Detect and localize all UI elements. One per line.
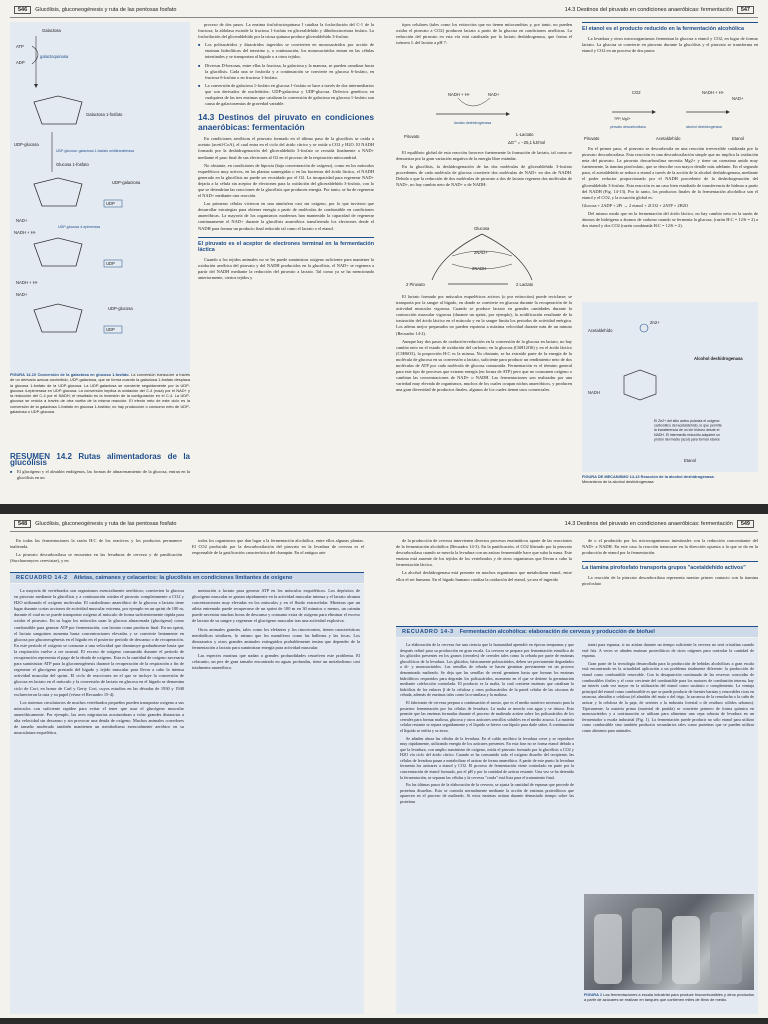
label-gal1p: Galactosa 1-fosfato bbox=[86, 112, 123, 117]
zn-mechanism-note: El Zn2+ del sitio activo polariza el oxígeno carbonílico del acetaldehído, lo que permite la transferencia de un ión hidruro desde el NADH. El intermedio reducido adquiere un protón del medio (azul) para formar etanol. bbox=[654, 419, 722, 442]
label-acetaldehyde: Acetaldehído bbox=[588, 328, 613, 333]
figure-14-13-caption bbox=[582, 474, 758, 485]
caption-extra: Mecanismo de la alcohol deshidrogenasa bbox=[582, 479, 654, 485]
caption-text: La conversión transcurre a través de un derivado azúcar-nucleótido, UDP-galactosa, que se forma cuando la galactosa 1-fosfato desplaza la glucosa 1-fosfato de la UDP-glucosa. La UDP-galactosa se convierte seguidamente por la UDP-glucosa 4-epimerasa en UDP-glucosa. La conversión implica la oxidación del C-4 (rosa) por el NAD+ y la reducción del C-4 por el NADH; el resultado es la inversión de la configuración en el C-4. La UDP-glucosa se recicla a través de otra vuelta de la misma reacción. El efecto neto de este ciclo es la conversión de la galactosa 1-fosfato en glucosa 1-fosfato; no hay producción o consumo neto de UDP-galactosa o UDP-glucosa. bbox=[10, 372, 190, 415]
equation-right: 2 etanol + 2CO2 + 2ATP + 2H2O bbox=[629, 202, 689, 208]
column-2-text bbox=[198, 22, 374, 283]
label-udp-glucose: UDP-glucosa bbox=[14, 142, 39, 147]
paragraph: todos los organismos que dan lugar a la fermentación alcohólica, entre ellos algunas plantas. El CO2 producido por la descarboxilación del piruvato en la levadura de cerveza es el responsable de la gasificación característica del champán. En el antiguo arte bbox=[192, 538, 364, 556]
paragraph: de la producción de cerveza intervienen diversos procesos enzimáticos aparte de las reacciones de la fermentación alcohólica (Recuadro 14-3). En la panificación, el CO2 liberado por la piruvato descarboxilasa cuando se mezcla la levadura con un azúcar fermentable hace que suba la masa. Este enzima está ausente de los tejidos de los vertebrados y de otros organismos que llevan a cabo la fermentación láctica. bbox=[396, 538, 572, 568]
running-head-title: 14.3 Destinos del piruvato en condiciones anaeróbicas: fermentación bbox=[564, 7, 733, 13]
header-rule bbox=[10, 17, 758, 18]
arrowhead bbox=[652, 110, 656, 114]
label-nadh-h: NADH + H+ bbox=[702, 90, 725, 95]
label-nad-plus: NAD+ bbox=[488, 92, 500, 97]
right-running-header bbox=[565, 6, 758, 14]
left-running-header bbox=[10, 6, 176, 14]
label-udp-galactose: UDP-galactosa bbox=[112, 180, 141, 185]
page-number: 549 bbox=[737, 520, 754, 528]
column-3-text-b bbox=[396, 150, 572, 191]
paragraph: Otros animales grandes, tales como los elefantes y los rinocerontes, tienen características metabólicas similares, lo mismo que los mamíferos como las ballenas y las focas. Los dinosaurios y otros grandes animales extinguidos probablemente tenían que depender de la fermentación a lactato para suministrar energía para actividad muscular. bbox=[192, 626, 360, 650]
resumen-bullet: ■ El glucógeno y el almidón endógenos, las formas de almacenamiento de la glucosa, entran en la glucólisis en un bbox=[10, 469, 190, 481]
figure-14-10-caption bbox=[10, 372, 190, 414]
tank-shapes bbox=[584, 894, 754, 990]
box-14-2-column-1 bbox=[14, 588, 184, 738]
page-number: 546 bbox=[14, 6, 31, 14]
arrowhead bbox=[34, 84, 38, 88]
paragraph: El fabricante de cerveza prepara a continuación el mosto, que es el medio nutritivo necesario para la posterior fermentación por las células de levadura. La malta se mezcla con agua y se tritura. Esto permite que las enzimas formadas durante el proceso de malteado actúen sobre los polisacáridos de los cereales para formar maltosa, glucosa y otros azúcares sencillos solubles en el medio acuoso. La materia celular restante se separa seguidamente y el líquido se hierve con lúpulo para darle sabor. A continuación el líquido se enfría y se airea. bbox=[400, 699, 574, 733]
label-glucose: Glucosa bbox=[474, 226, 490, 231]
label-transferase: UDP-glucosa: galactosa 1-fosfato uridiltransferasa bbox=[56, 149, 135, 153]
label-nadh: NADH + H+ bbox=[14, 230, 37, 235]
svg-text:UDP: UDP bbox=[106, 261, 115, 266]
column-3-text bbox=[396, 22, 572, 48]
label-udp: UDP bbox=[106, 201, 115, 206]
box-14-2-header bbox=[10, 572, 364, 583]
paragraph: Los sistemas circulatorios de muchos vertebrados pequeños pueden transportar oxígeno a sus músculos con suficiente rapidez para evitar el tener que usar el glucógeno muscular anaeróbicamente. Por ejemplo, las aves migratorias acostumbran a volar grandes distancias a alta velocidad sin descanso y sin provocar una deuda de oxígeno. Muchos animales corredores de tamaño moderado también mantienen un metabolismo esencialmente aeróbico en su musculatura esquelética. bbox=[14, 699, 184, 736]
paragraph: El equilibrio global de esta reacción favorece fuertemente la formación de lactato, tal como se demuestra por la gran variación negativa de la energía libre estándar. bbox=[396, 150, 572, 162]
paragraph: La piruvato descarboxilasa se encuentra en las levaduras de cerveza y de panificación (Saccharomyces cerevisiae), y en bbox=[10, 552, 182, 564]
paragraph: Aunque hay dos pasos de oxidación-reducción en la conversión de la glucosa en lactato, no hay cambio neto en el estado de oxidación del carbono; en la glucosa (C6H12O6) y en el ácido láctico (C3H6O3), la proporción H:C es la misma. No obstante, se ha extraído parte de la energía de la molécula de glucosa en su conversión a lactato, suficiente para producir un rendimiento neto de dos moléculas de ATP por cada molécula de glucosa consumida. Fermentación es el término general para este tipo de procesos que extraen energía (en forma de ATP) pero que no consumen oxígeno o cambian las concentraciones de NAD+ o NADH. Las fermentaciones son realizadas por una variedad muy elevada de organismos, muchos de los cuales ocupan nichos anaeróbicos, y producen una gran diversidad de productos finales, algunos de los cuales tienen usos comerciales. bbox=[396, 338, 572, 393]
resumen-14-2 bbox=[10, 450, 190, 483]
box-14-2-column-2 bbox=[192, 588, 360, 673]
paragraph: Gran parte de la tecnología desarrollada para la producción de bebidas alcohólicas a gran escala está encontrando en la actualidad aplicación a un problema totalmente diferente: la producción de etanol como combustible renovable. Con la desaparición continuada de las reservas conocidas de combustibles fósiles y el coste creciente del combustible para los motores de combustión interna, hay un interés cada vez mayor en la utilización del etanol como sustituto o complemento. La ventaja principal del etanol como combustible es que se puede producir de fuentes baratas y renovables ricas en sacarosa, almidón o celulosa (el almidón del maíz o del trigo, la sacarosa de la remolacha o la caña de azúcar y la celulosa de la paja, de serrines o la industria forestal o de residuos sólidos urbanos). Típicamente, la materia prima (material de partida) se convierte primero de forma química en monosacáridos y a continuación se utilizan para alimentar una cepa robusta de levadura en un fermentador a escala industrial (Fig. 1). La fermentación puede producir no sólo etanol para utilizar como combustible sino también productos secundarios tales como proteínas que se pueden utilizar como alimento para animales. bbox=[582, 660, 755, 733]
paragraph: tranti para espuma, si no actúan durante un tiempo suficiente la cerveza no será cristalina cuando esté fría. A veces se añaden enzimas proteolíticos de otros orígenes para controlar la cantidad de espuma. bbox=[582, 642, 754, 659]
label-nad-plus: NAD+ bbox=[732, 96, 744, 101]
paragraph: En condiciones aeróbicas el piruvato formado en el último paso de la glucólisis se oxida a acetato (acetil-CoA), el cual entra en el ciclo del ácido cítrico y se oxida a CO2 y H2O. El NADH formado por la deshidrogenación del gliceraldehído 3-fosfato se reoxida finalmente a NAD+ mediante el paso final de sus electrones al O2 en el proceso de la respiración mitocondrial. bbox=[198, 136, 374, 160]
label-nadh-h: NADH + H+ bbox=[448, 92, 471, 97]
label-epimerase: UDP-glucosa 4-epimerasa bbox=[58, 225, 101, 229]
caption-title: FIGURA DE MECANISMO 14-13 Reacción de la alcohol deshidrogenasa. bbox=[582, 474, 715, 479]
label-nadh: NADH bbox=[588, 390, 600, 395]
global-equation: Glucosa + 2ADP + 2Pi → 2 etanol + 2CO2 + 2ATP + 2H2O bbox=[582, 202, 689, 208]
lactate-reaction-diagram bbox=[396, 86, 572, 148]
label-nadh-2: NADH + H+ bbox=[16, 280, 39, 285]
figure-1-caption bbox=[584, 992, 754, 1003]
label-nad: NAD+ bbox=[16, 218, 28, 223]
label-tpp: TPP, Mg2+ bbox=[614, 117, 631, 121]
label-co2: CO2 bbox=[632, 90, 641, 95]
label-pyruvate: Piruvato bbox=[404, 134, 420, 139]
running-head-title: 14.3 Destinos del piruvato en condiciones anaeróbicas: fermentación bbox=[564, 521, 733, 527]
left-running-header bbox=[10, 520, 176, 528]
ethanol-reaction-diagram bbox=[582, 86, 758, 142]
column-4-text-b bbox=[582, 146, 758, 231]
fermenter-tanks-photo bbox=[584, 894, 754, 990]
figure-14-13-diagram bbox=[584, 304, 756, 470]
caption-title: FIGURA 1 bbox=[584, 992, 603, 997]
figure-14-10-diagram bbox=[12, 24, 188, 369]
paragraph: mentación a lactato para generar ATP en los músculos esqueléticos. Los depósitos de glucógeno muscular se gastan rápidamente en la actividad muscular intensa y el lactato alcanza concentraciones muy elevadas en los músculos y en el fluido extracelular. Mientras que un atleta entrenado puede recuperarse de un sprint de 100 m en 30 minutos o menos, un caimán puede necesitar muchas horas de descanso y consumo extra de oxígeno para eliminar el exceso de lactato de su sangre y regenerar el glucógeno muscular tras una actividad explosiva. bbox=[192, 588, 360, 624]
cofactor-curve bbox=[458, 98, 490, 106]
arrowhead bbox=[506, 112, 510, 116]
label-pdc: piruvato descarboxilasa bbox=[610, 125, 646, 129]
paragraph: En las últimas pasos de la elaboración de la cerveza, se ajusta la cantidad de espuma que procede de proteínas disueltas. Esto se controla normalmente mediante la acción de enzimas proteolíticos que aparecen en el proceso de malteado. Si estos enzimas actúan durante demasiado tiempo sobre las proteínas bbox=[400, 782, 574, 805]
paragraph: En todas las fermentaciones la razón H:C de los reactivos y los productos permanece inalterada. bbox=[10, 538, 182, 550]
paragraph: El lactato formado por músculos esqueléticos activos (o por eritrocitos) puede reciclarse; se transporta por la sangre al hígado, en donde se convierte en glucosa durante la recuperación de la actividad muscular vigorosa. Cuando se produce lactato en grandes cantidades durante la contracción muscular vigorosa (durante un sprint, por ejemplo), la acidificación resultante de la ionización del ácido láctico en el músculo y en la sangre limita los periodos de actividad enérgica. Los atletas mejor preparados no pueden esprintar a máxima velocidad durante más de un minuto (Recuadro 14-2). bbox=[396, 294, 572, 336]
ring-intermediate bbox=[34, 238, 122, 267]
bullet-item: ■ Los polisacáridos y disacáridos ingeridos se convierten en monosacáridos por acción de enzimas hidrolíticas del intestino y, a continuación, los monosacáridos entran en las células intestinales y se transportan al hígado o a otros tejidos. bbox=[198, 42, 374, 60]
label-adp: ADP bbox=[16, 60, 25, 65]
intro-column-1 bbox=[10, 538, 182, 566]
box-title: Fermentación alcohólica: elaboración de cerveza y producción de biofuel bbox=[459, 629, 655, 635]
label-ethanol: Etanol bbox=[684, 458, 696, 463]
label-delta-g: ΔG'° = −25,1 kJ/mol bbox=[508, 140, 546, 145]
paragraph: Cuando a los tejidos animales no se les puede suministrar oxígeno suficiente para mantener la oxidación aeróbica del piruvato y del NADH producidos en la glucólisis, el NAD+ se regenera a partir del NADH mediante la reducción del piruvato a lactato. Tal como ya se ha mencionado anteriormente, ciertos tejidos y bbox=[198, 256, 374, 281]
paragraph: Las primeras células vivieron en una atmósfera casi sin oxígeno, por lo que tuvieron que desarrollar estrategias para obtener energía a partir de moléculas de combustible en condiciones anaeróbicas. La mayoría de los organismos modernos han mantenido la capacidad de regenerar continuamente el NAD+ durante la glucólisis anaeróbica transfiriendo los electrones desde el NADH para formar un producto final reducido tal como el lactato o el etanol. bbox=[198, 201, 374, 231]
paragraph: La mayoría de vertebrados son organismos esencialmente aeróbicos; convierten la glucosa en piruvato mediante la glucólisis y a continuación oxidan el piruvato completamente a CO2 y H2O utilizando el oxígeno molecular. El catabolismo anaeróbico de la glucosa a lactato tiene lugar durante cortas acciones de actividad muscular extrema, por ejemplo en un sprint de 100 m, durante el cual no se puede transportar oxígeno al músculo de forma suficientemente rápida para oxidar el piruvato. En su lugar los músculos usan la glucosa almacenada (glucógeno) como combustible para generar ATP por fermentación, con lactato como producto final. En un sprint, el lactato sanguíneo aumenta hasta concentraciones elevadas y se convierte lentamente en glucosa por gluconeogénesis en el hígado en el posterior período de descanso o de recuperación. En este período el oxígeno se consume a una velocidad que disminuye gradualmente hasta que la respiración vuelve a ser normal. El exceso de oxígeno consumido durante el período de recuperación representa el pago de la deuda de oxígeno. Esta es la cantidad de oxígeno necesaria para suministrar ATP para la gluconeogénesis durante la recuperación de la respiración a fin de regenerar el glucógeno prestado del hígado y tejido muscular para llevar a cabo la intensa actividad muscular del sprint. El ciclo de reacciones en el que se incluye la conversión de glucosa en lactato en el músculo y la conversión de lactato en glucosa en el hígado se denomina ciclo de Cori, en honor de Carl y Gerty Cori, cuyos estudios en las décadas de 1930 y 1940 esclarecieron la ruta y su papel (véase el Recuadro 15-4). bbox=[14, 588, 184, 697]
label-lactate: L-Lactato bbox=[516, 132, 534, 137]
label-ldh: lactato deshidrogenasa bbox=[454, 121, 492, 125]
paragraph: tipos celulares (tales como los eritrocitos que no tienen mitocondrias y, por tanto, no pueden oxidar el piruvato a CO2) producen lactato a partir de la glucosa en condiciones aeróbicas. La reducción del piruvato en esta vía está catalizada por la lactato deshidrogenasa, que forma el isómero L del lactato a pH 7: bbox=[396, 22, 572, 46]
label-galactosa: Galactosa bbox=[42, 28, 61, 33]
equation-left: Glucosa + 2ADP + 2Pi bbox=[582, 202, 623, 208]
column-3-text bbox=[396, 538, 572, 585]
arrowhead bbox=[726, 110, 730, 114]
right-running-header bbox=[565, 520, 758, 528]
bullet-item: ■ La conversión de galactosa 1-fosfato en glucosa 1-fosfato se hace a través de dos intermediarios que son derivados de nucleótidos: UDP-galactosa y UDP-glucosa. Defectos genéticos en cualquiera de las tres enzimas que catalizan la conversión de galactosa en glucosa 1-fosfato son causa de galactosemias de gravedad variable. bbox=[198, 83, 374, 107]
paragraph: proceso de dos pasos. La enzima fosfofructoquinasa I cataliza la fosforilación del C-1 de la fructosa; la aldolasa escinde la fructosa 1-fosfato en gliceraldehído y dihidroxiacetona fosfato. La fosforilación del gliceraldehído por la triosa quinasa produce gliceraldehído 3-fosfato. bbox=[198, 22, 374, 40]
box-14-3-header bbox=[396, 626, 758, 637]
label-2-pyruvate: 2 Piruvato bbox=[406, 282, 425, 287]
subsection-heading-tpp: La tiamina pirofosfato transporta grupos "acetaldehído activos" bbox=[582, 561, 758, 572]
running-head-title: Glucólisis, gluconeogénesis y ruta de las pentosas fosfato bbox=[35, 521, 177, 527]
label-acetaldehyde: Acetaldehído bbox=[656, 136, 681, 141]
label-atp: ATP bbox=[16, 44, 24, 49]
label-adh: Alcohol deshidrogenasa bbox=[694, 356, 743, 361]
subsection-heading-pyruvate: El piruvato es el aceptor de electrones terminal en la fermentación láctica bbox=[198, 237, 374, 254]
bottom-page-spread bbox=[0, 514, 768, 1018]
ring-udpgal bbox=[34, 178, 141, 207]
label-nad-2: NAD+ bbox=[16, 292, 28, 297]
paragraph: No obstante, en condiciones de hipoxia (baja concentración de oxígeno), como en los músculos esqueléticos muy activos, en las plantas sumergidas o en las bacterias del ácido láctico, el NADH generado en la glucólisis no puede ser reoxidado por el O2. La incapacidad para regenerar NAD+ dejaría a la célula sin aceptor de electrones para la oxidación del gliceraldehído 3-fosfato, con lo que se detendrían las reacciones de la glucólisis que producen energía. Por tanto, se ha de regenerar el NAD+ mediante otra reacción. bbox=[198, 162, 374, 199]
label-enzyme: galactoquinasa bbox=[40, 54, 69, 59]
paragraph: En el primer paso, el piruvato se descarboxila en una reacción irreversible catalizada por la piruvato descarboxilasa. Esta reacción es una descarboxilación simple que no implica la oxidación neta del piruvato. La piruvato descarboxilasa necesita Mg2+ y tiene un coenzima unido muy fuertemente, la tiamina pirofosfato, que se describe con mayor detalle más adelante. En el segundo paso, el acetaldehído se reduce a etanol a través de la acción de la alcohol deshidrogenasa, mediante el poder reductor proporcionado por el NADH procedente de la deshidrogenación del gliceraldehído 3-fosfato. Esta reacción es un caso bien estudiado de transferencia de hidruro a partir del NADH (Fig. 14-13). Por lo tanto, los productos finales de la fermentación alcohólica son el etanol y el CO2, y la ecuación global es: bbox=[582, 146, 758, 200]
resumen-title: RESUMEN 14.2 Rutas alimentadoras de la glucólisis bbox=[10, 452, 190, 468]
label-zn: Zn2+ bbox=[650, 320, 660, 325]
bullet-item: ■ Diversas D-hexosas, entre ellas la fructosa, la galactosa y la manosa, se pueden canalizar hacia la glucólisis. Cada una se fosforila y a continuación se convierte en glucosa 6-fosfato, en fructosa 6-fosfato o en fructosa 1-fosfato. bbox=[198, 63, 374, 81]
paragraph: Las especies marinas que nadan a grandes profundidades resuelven este problema. El celacanto, un pez de gran tamaño encontrado en aguas profundas, tiene un metabolismo casi totalmente anaeróbico. bbox=[192, 652, 360, 671]
box-14-3-column-1 bbox=[400, 642, 574, 807]
intro-column-2 bbox=[192, 538, 364, 558]
paragraph: En la glucólisis, la deshidrogenación de las dos moléculas de gliceraldehído 3-fosfato procedentes de cada molécula de glucosa convierte dos moléculas de NAD+ en dos de NADH. Debido a que la reducción de dos moléculas de piruvato a dos de lactato regenera dos moléculas de NAD+, no hay cambio neto de NAD+ o de NADH: bbox=[396, 164, 572, 188]
column-4-text bbox=[582, 22, 758, 56]
section-heading-14-3: 14.3 Destinos del piruvato en condiciones anaeróbicas: fermentación bbox=[198, 112, 374, 132]
arrow-lactate-glucose bbox=[482, 234, 532, 280]
box-label: RECUADRO 14-2 bbox=[16, 575, 68, 581]
label-ethanol: Etanol bbox=[732, 136, 744, 141]
atp-arrow bbox=[32, 46, 38, 64]
paragraph: de o el producido por los microorganismos intestinales con la reducción concomitante del NAD+ a NADH. En este caso la reacción transcurre en la dirección opuesta a la que se da en la producción de etanol por la fermentación. bbox=[582, 538, 758, 556]
running-head-title: Glucólisis, gluconeogénesis y ruta de las pentosas fosfato bbox=[35, 7, 177, 13]
paragraph: La alcohol deshidrogenasa está presente en muchos organismos que metabolizan etanol, entre ellos el ser humano. En el hígado humano cataliza la oxidación del etanol, ya sea el ingerido bbox=[396, 570, 572, 582]
ring-gal1p bbox=[34, 96, 123, 124]
subsection-heading-ethanol: El etanol es el producto reducido en la fermentación alcohólica bbox=[582, 22, 758, 33]
page-number: 548 bbox=[14, 520, 31, 528]
label-adh: alcohol deshidrogenasa bbox=[686, 125, 722, 129]
caption-title: FIGURA 14-10 Conversión de la galactosa en glucosa 1-fosfato. bbox=[10, 372, 130, 377]
paragraph: La reacción de la piruvato descarboxilasa representa nuestro primer contacto con la tiamina pirofosfato bbox=[582, 574, 758, 586]
nicotinamide-ring bbox=[624, 370, 656, 400]
column-4-text bbox=[582, 538, 758, 589]
zinc-ion bbox=[640, 324, 648, 332]
ring-udpglc bbox=[34, 304, 133, 333]
column-3-text-c bbox=[396, 294, 572, 396]
glycolysis-cycle-diagram bbox=[396, 222, 572, 292]
paragraph: La elaboración de la cerveza fue una ciencia que la humanidad aprendió en épocas tempranas y que después refinó para su producción en gran escala. La cerveza se prepara por fermentación etanólica de los glúcidos presentes en los granos (cereales) de cereales tales como la cebada por parte de enzimas glucolíticos de la levadura. Los glúcidos, básicamente polisacáridos, deben ser previamente degradados a di- y monosacáridos. Las semillas de cebada se hacen germinar previamente en un proceso denominado malteado. Se deja que las semillas de cereal germinen hasta que forman los enzimas hidrolíticos requeridos para degradar los polisacáridos, momento en el que se detiene la germinación mediante calefacción controlada. El producto es la malta, la cual contiene enzimas que catalizan la hidrólisis de los enlaces β de la celulosa y otros polisacáridos de la pared celular de las cáscaras de cebada, además de enzimas tales como la α-amilasa y la maltasa. bbox=[400, 642, 574, 698]
label-udp-glucose-2: UDP-glucosa bbox=[108, 306, 133, 311]
label-2nad: 2NAD+ bbox=[474, 250, 488, 255]
paragraph: Se añaden ahora las células de la levadura. En el caldo aeróbico la levadura crece y se reproduce muy rápidamente, utilizando energía de los azúcares presentes. En esta fase no se forma etanol debido a que la levadura, con amplio suministro de oxígeno, oxida el piruvato formado por la glucólisis a CO2 y H2O vía ciclo del ácido cítrico. Cuando se ha consumido todo el oxígeno disuelto del recipiente, las células de levadura pasan a metabolizar el azúcar de forma anaeróbica. A partir de este punto la levadura fermenta los azúcares a etanol y CO2. El proceso de fermentación viene controlado en parte por la concentración de etanol formado, por el pH y por la cantidad de azúcar restante. Una vez se ha detenido la fermentación, se separan las células y la cerveza "cruda" está lista para el tratamiento final. bbox=[400, 735, 574, 780]
box-title: Atletas, caimanes y celacantos: la glucólisis en condiciones limitantes de oxígeno bbox=[73, 575, 293, 581]
arrow-glucose-pyruvate bbox=[432, 234, 482, 280]
box-14-3-column-2 bbox=[582, 642, 754, 736]
label-2nadh: 2NADH bbox=[472, 266, 487, 271]
page-number: 547 bbox=[737, 6, 754, 14]
paragraph: La levadura y otros microorganismos fermentan la glucosa a etanol y CO2, en lugar de formar lactato. La glucosa se convierte en piruvato durante la glucólisis y el piruvato se transforma en etanol y CO2 en un proceso de dos pasos: bbox=[582, 35, 758, 53]
box-label: RECUADRO 14-3 bbox=[402, 629, 454, 635]
label-glc1p: Glucosa 1-fosfato bbox=[56, 162, 89, 167]
label-2-lactate: 2 Lactato bbox=[516, 282, 534, 287]
label-pyruvate: Piruvato bbox=[584, 136, 600, 141]
header-rule bbox=[10, 531, 758, 532]
paragraph: Del mismo modo que en la fermentación del ácido láctico, no hay cambio neto en la razón de átomos de hidrógeno a átomos de carbono cuando se fermenta la glucosa, (razón H:C = 12/6 = 2) a dos etanol y dos CO2 (razón combinada H:C = 12/6 = 2). bbox=[582, 210, 758, 229]
caption-text: Las fermentaciones a escala industrial para producir biocombustibles y otros productos a partir de azúcares se realizan en tanques que contienen miles de litros de medio. bbox=[584, 992, 754, 1003]
svg-text:UDP: UDP bbox=[106, 327, 115, 332]
top-page-spread bbox=[0, 0, 768, 504]
